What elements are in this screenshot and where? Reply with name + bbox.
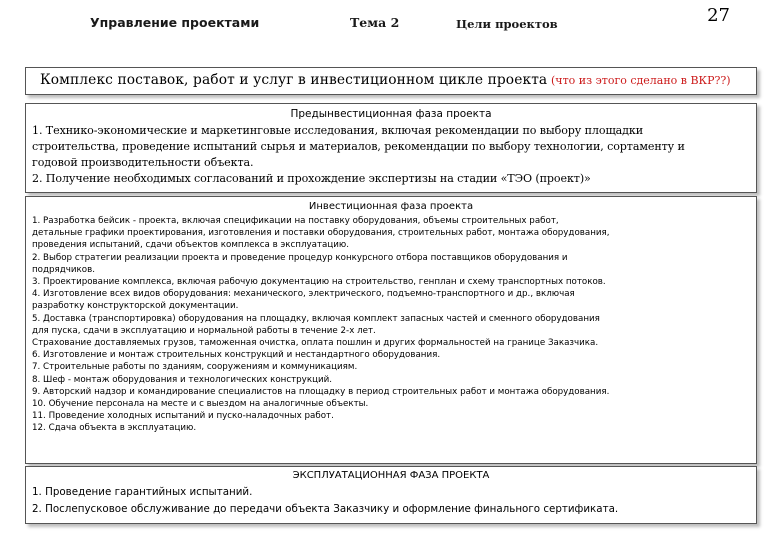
pre-investment-line: годовой производительности объекта. [32,156,254,169]
investment-line: 2. Выбор стратегии реализации проекта и проведение процедур конкурсного отбора поставщиков оборудования и [32,252,568,263]
investment-line: 6. Изготовление и монтаж строительных конструкций и нестандартного оборудования. [32,350,441,361]
operational-line: 2. Послепусковое обслуживание до передачи объекта Заказчику и оформление финального сертификата. [32,503,619,515]
pre-investment-line: строительства, проведение испытаний сырья и материалов, рекомендации по выбору технологии, сортаменту и [32,140,685,153]
investment-line: 4. Изготовление всех видов оборудования: механического, электрического, подъемно-транспортного и др., включая [32,289,575,300]
investment-line: 10. Обучение персонала на месте и с выездом на аналогичные объекты. [32,399,369,410]
slide-title: Комплекс поставок, работ и услуг в инвестиционном цикле проекта [40,72,548,88]
header-section: Цели проектов [456,17,558,31]
pre-investment-phase-title: Предынвестиционная фаза проекта [290,108,492,120]
slide-title-note: (что из этого сделано в ВКР??) [551,74,731,87]
investment-phase-title: Инвестиционная фаза проекта [308,201,474,212]
investment-line: 7. Строительные работы по зданиям, сооружениям и коммуникациям. [32,362,358,373]
pre-investment-line: 1. Технико-экономические и маркетинговые исследования, включая рекомендации по выбору площадки [32,124,644,137]
investment-line: проведения испытаний, сдачи объектов комплекса в эксплуатацию. [32,240,349,251]
investment-line: 3. Проектирование комплекса, включая рабочую документацию на строительство, генплан и схему транспортных потоков. [32,277,606,288]
operational-phase-box [25,466,757,524]
investment-line: 8. Шеф - монтаж оборудования и технологических конструкций. [32,374,333,385]
investment-line: 9. Авторский надзор и командирование специалистов на площадку в период строительных работ и монтажа оборудования. [32,386,610,397]
investment-line: разработку конструкторской документации. [32,301,239,312]
investment-line: для пуска, сдачи в эксплуатацию и нормальной работы в течение 2-х лет. [32,325,376,336]
page-number: 27 [707,5,730,26]
header-topic: Тема 2 [350,15,400,30]
operational-phase-title: ЭКСПЛУАТАЦИОННАЯ ФАЗА ПРОЕКТА [292,470,490,481]
pre-investment-line: 2. Получение необходимых согласований и прохождение экспертизы на стадии «ТЭО (проект)» [32,172,591,185]
header-course-title: Управление проектами [90,15,260,30]
investment-phase-box [25,196,757,464]
investment-line: Страхование доставляемых грузов, таможенная очистка, оплата пошлин и других формальностей на границе Заказчика. [32,338,599,349]
operational-line: 1. Проведение гарантийных испытаний. [32,486,253,498]
investment-line: 12. Сдача объекта в эксплуатацию. [32,423,197,434]
pre-investment-phase-box [25,103,757,193]
investment-line: 11. Проведение холодных испытаний и пуско-наладочных работ. [32,411,334,422]
slide-title-box [25,67,757,95]
investment-line: подрядчиков. [32,264,95,275]
investment-line: 1. Разработка бейсик - проекта, включая спецификации на поставку оборудования, объемы строительных работ, [32,216,559,226]
investment-line: 5. Доставка (транспортировка) оборудования на площадку, включая комплект запасных частей и сменного оборудования [32,313,600,324]
investment-line: детальные графики проектирования, изготовления и поставки оборудования, строительных работ, монтажа оборудования, [32,228,610,239]
